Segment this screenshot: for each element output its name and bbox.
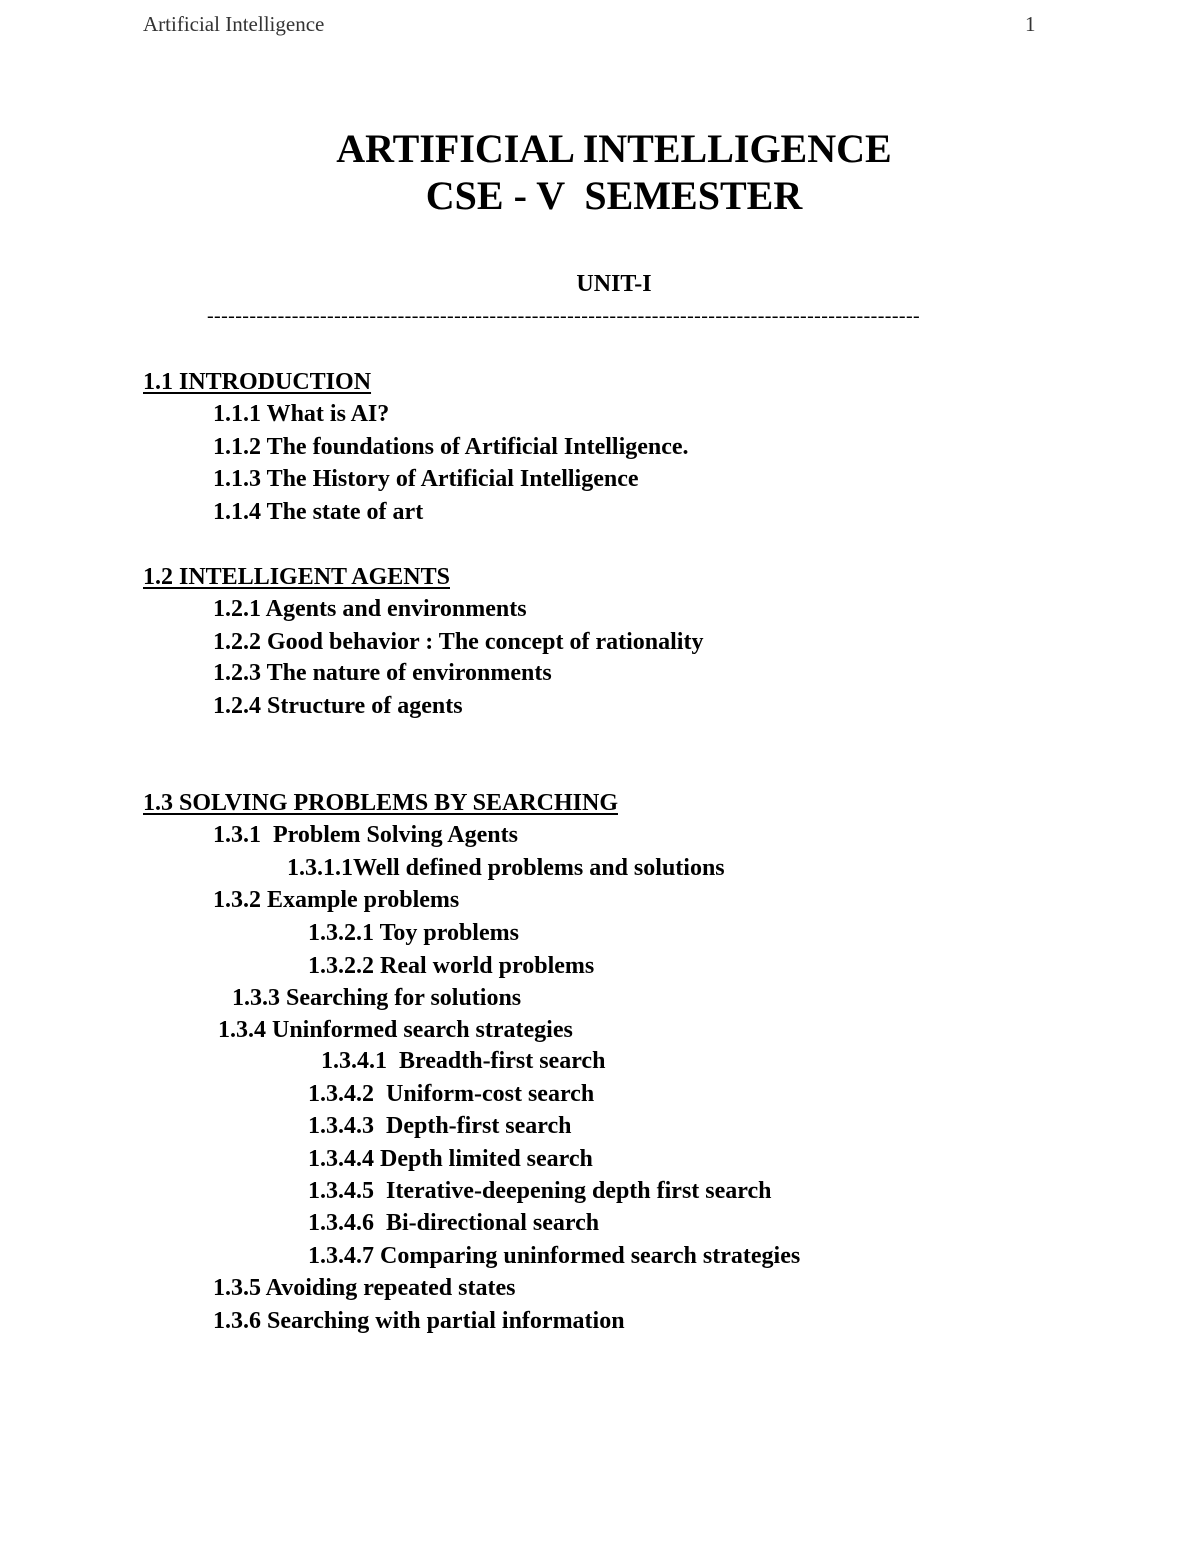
toc-item: 1.3.2.1 Toy problems [308, 920, 519, 946]
toc-item: 1.3.1 Problem Solving Agents [213, 822, 518, 848]
toc-item: 1.3.6 Searching with partial information [213, 1308, 625, 1334]
toc-item: 1.3.4.4 Depth limited search [308, 1146, 593, 1172]
toc-section-heading: 1.2 INTELLIGENT AGENTS [143, 564, 450, 590]
toc-item: 1.3.2 Example problems [213, 887, 460, 913]
document-subtitle: CSE - V SEMESTER [425, 173, 803, 218]
toc-item: 1.3.4.5 Iterative-deepening depth first search [308, 1178, 772, 1204]
toc-item: 1.2.1 Agents and environments [213, 596, 527, 622]
running-header-title: Artificial Intelligence [143, 12, 325, 36]
toc-item: 1.1.1 What is AI? [213, 401, 390, 427]
toc-item: 1.3.4.6 Bi-directional search [308, 1210, 600, 1236]
toc-item: 1.3.4.2 Uniform-cost search [308, 1081, 595, 1107]
toc-section-heading: 1.3 SOLVING PROBLEMS BY SEARCHING [143, 790, 618, 816]
toc-item: 1.3.4.7 Comparing uninformed search strategies [308, 1243, 801, 1269]
toc-item: 1.3.5 Avoiding repeated states [213, 1275, 516, 1301]
toc-item: 1.3.2.2 Real world problems [308, 953, 595, 979]
dashed-separator: ----------------------------------------------------------------------------------------------------- [207, 305, 921, 327]
toc-item: 1.3.1.1Well defined problems and solutions [287, 855, 725, 881]
toc-item: 1.3.4 Uninformed search strategies [218, 1017, 573, 1043]
toc-item: 1.2.4 Structure of agents [213, 693, 463, 719]
toc-item: 1.2.2 Good behavior : The concept of rationality [213, 629, 704, 655]
toc-item: 1.3.4.1 Breadth-first search [321, 1048, 606, 1074]
toc-item: 1.2.3 The nature of environments [213, 660, 552, 686]
document-title: ARTIFICIAL INTELLIGENCE [336, 126, 892, 171]
toc-item: 1.1.2 The foundations of Artificial Intelligence. [213, 434, 689, 460]
page-number: 1 [1025, 12, 1036, 36]
toc-item: 1.1.4 The state of art [213, 499, 424, 525]
unit-label: UNIT-I [576, 271, 652, 297]
toc-item: 1.3.3 Searching for solutions [232, 985, 522, 1011]
toc-item: 1.1.3 The History of Artificial Intelligence [213, 466, 639, 492]
toc-section-heading: 1.1 INTRODUCTION [143, 369, 372, 395]
toc-item: 1.3.4.3 Depth-first search [308, 1113, 572, 1139]
